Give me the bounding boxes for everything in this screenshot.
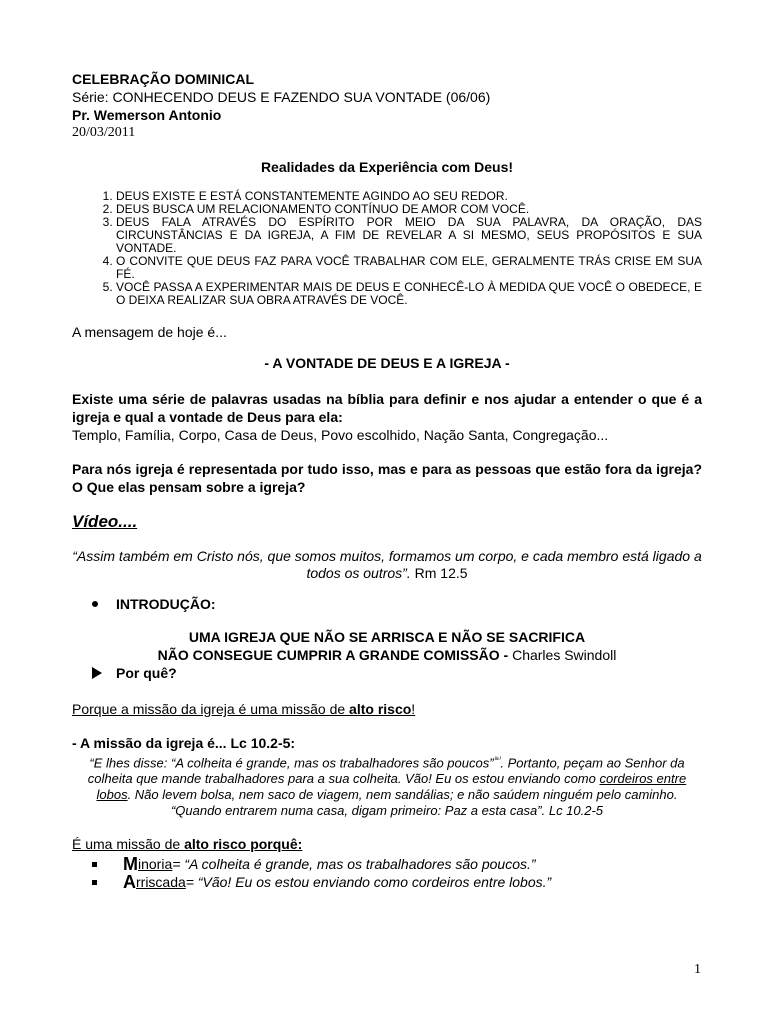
introduction-bullet [72, 596, 702, 612]
acrostic-text: = “A colheita é grande, mas os trabalhadores são poucos.” [172, 856, 536, 873]
list-item: 3. DEUS FALA ATRAVÉS DO ESPÍRITO POR MEIO DA SUA PALAVRA, DA ORAÇÃO, DAS CIRCUNSTÂNCIAS E DA IGREJA, A FIM DE REVELAR A SI MESMO, SEUS PROPÓSITOS E SUA VONTADE. [116, 216, 702, 255]
risk-text: É uma missão de [72, 836, 185, 853]
acrostic-letter: M [123, 854, 138, 875]
swindoll-text: NÃO CONSEGUE CUMPRIR A GRANDE COMISSÃO - [157, 647, 513, 663]
lc-quote-part: “E lhes disse: “A colheita é grande, mas os trabalhadores são poucos” [89, 755, 494, 771]
risk-bold: alto risco porquê: [184, 836, 303, 853]
series-line: Série: CONHECENDO DEUS E FAZENDO SUA VONTADE (06/06) [72, 89, 491, 105]
date: 20/03/2011 [72, 125, 136, 140]
lc-heading: - A missão da igreja é... Lc 10.2-5: [72, 735, 296, 751]
acrostic-text: = “Vão! Eu os estou enviando como cordeiros entre lobos.” [185, 874, 552, 891]
pastor-name: Pr. Wemerson Antonio [72, 107, 222, 123]
list-item: 1. DEUS EXISTE E ESTÁ CONSTANTEMENTE AGINDO AO SEU REDOR. [116, 190, 702, 203]
square-bullet-icon [92, 880, 97, 885]
video-heading: Vídeo.... [72, 512, 138, 531]
mission-bold: alto risco [349, 701, 412, 717]
celebration-title: CELEBRAÇÃO DOMINICAL [72, 71, 254, 87]
mission-end: ! [411, 701, 416, 717]
why-label: Por quê? [116, 665, 177, 681]
swindoll-line-2 [72, 646, 702, 664]
mission-text: Porque a missão da igreja é uma missão de [72, 701, 350, 717]
bible-quote [72, 548, 702, 582]
lc-quote-part: . Não levem bolsa, nem saco de viagem, nem sandálias; e não saúdem ninguém pelo caminho. “Quando entrarem numa casa, digam primeiro: Paz a esta casa”. Lc 10.2-5 [127, 787, 678, 819]
lc-quote-underlined: cordeiros entre lobos [96, 771, 687, 803]
acrostic-item [72, 855, 702, 873]
outside-question: Para nós igreja é representada por tudo isso, mas e para as pessoas que estão fora da igreja? O Que elas pensam sobre a igreja? [72, 461, 702, 495]
acrostic-letter: A [123, 872, 136, 893]
lc-quote [72, 752, 702, 819]
intro-line: A mensagem de hoje é... [72, 324, 227, 340]
document-page [72, 70, 702, 891]
swindoll-line-1: UMA IGREJA QUE NÃO SE ARRISCA E NÃO SE SACRIFICA [188, 629, 586, 645]
swindoll-author: Charles Swindoll [512, 647, 617, 663]
acrostic-item [72, 873, 702, 891]
square-bullet-icon [92, 862, 97, 867]
quote-ref: Rm 12.5 [410, 565, 468, 581]
realities-list [72, 190, 702, 307]
footnote-mark: ⁽ᵃ⁾ [493, 755, 501, 764]
bullet-icon [92, 601, 98, 607]
words-question: Existe uma série de palavras usadas na bíblia para definir e nos ajudar a entender o que é a igreja e qual a vontade de Deus para ela: [72, 391, 702, 425]
mission-line [72, 700, 702, 718]
page-number: 1 [694, 962, 701, 977]
section-title: Realidades da Experiência com Deus! [260, 159, 514, 175]
arrow-bullet-icon [92, 667, 102, 679]
why-bullet [72, 664, 702, 682]
risk-heading [72, 835, 702, 853]
quote-text: “Assim também em Cristo nós, que somos muitos, formamos um corpo, e cada membro está ligado a todos os outros”. [72, 548, 702, 581]
lc-quote-part: . Portanto, peçam ao Senhor da colheita que mande trabalhadores para a sua colheita. Vão! Eu os estou enviando como [87, 755, 685, 787]
acrostic-word: inoria [138, 856, 173, 873]
list-item: 2. DEUS BUSCA UM RELACIONAMENTO CONTÍNUO DE AMOR COM VOCÊ. [116, 203, 702, 216]
list-item: 5. VOCÊ PASSA A EXPERIMENTAR MAIS DE DEUS E CONHECÊ-LO À MEDIDA QUE VOCÊ O OBEDECE, E O DEIXA REALIZAR SUA OBRA ATRAVÉS DE VOCÊ. [116, 281, 702, 307]
message-title: - A VONTADE DE DEUS E A IGREJA - [264, 355, 510, 371]
acrostic-word: rriscada [136, 874, 186, 891]
introduction-label: INTRODUÇÃO: [116, 596, 216, 612]
list-item: 4. O CONVITE QUE DEUS FAZ PARA VOCÊ TRABALHAR COM ELE, GERALMENTE TRÁS CRISE EM SUA FÉ. [116, 255, 702, 281]
words-list: Templo, Família, Corpo, Casa de Deus, Povo escolhido, Nação Santa, Congregação... [72, 427, 609, 443]
